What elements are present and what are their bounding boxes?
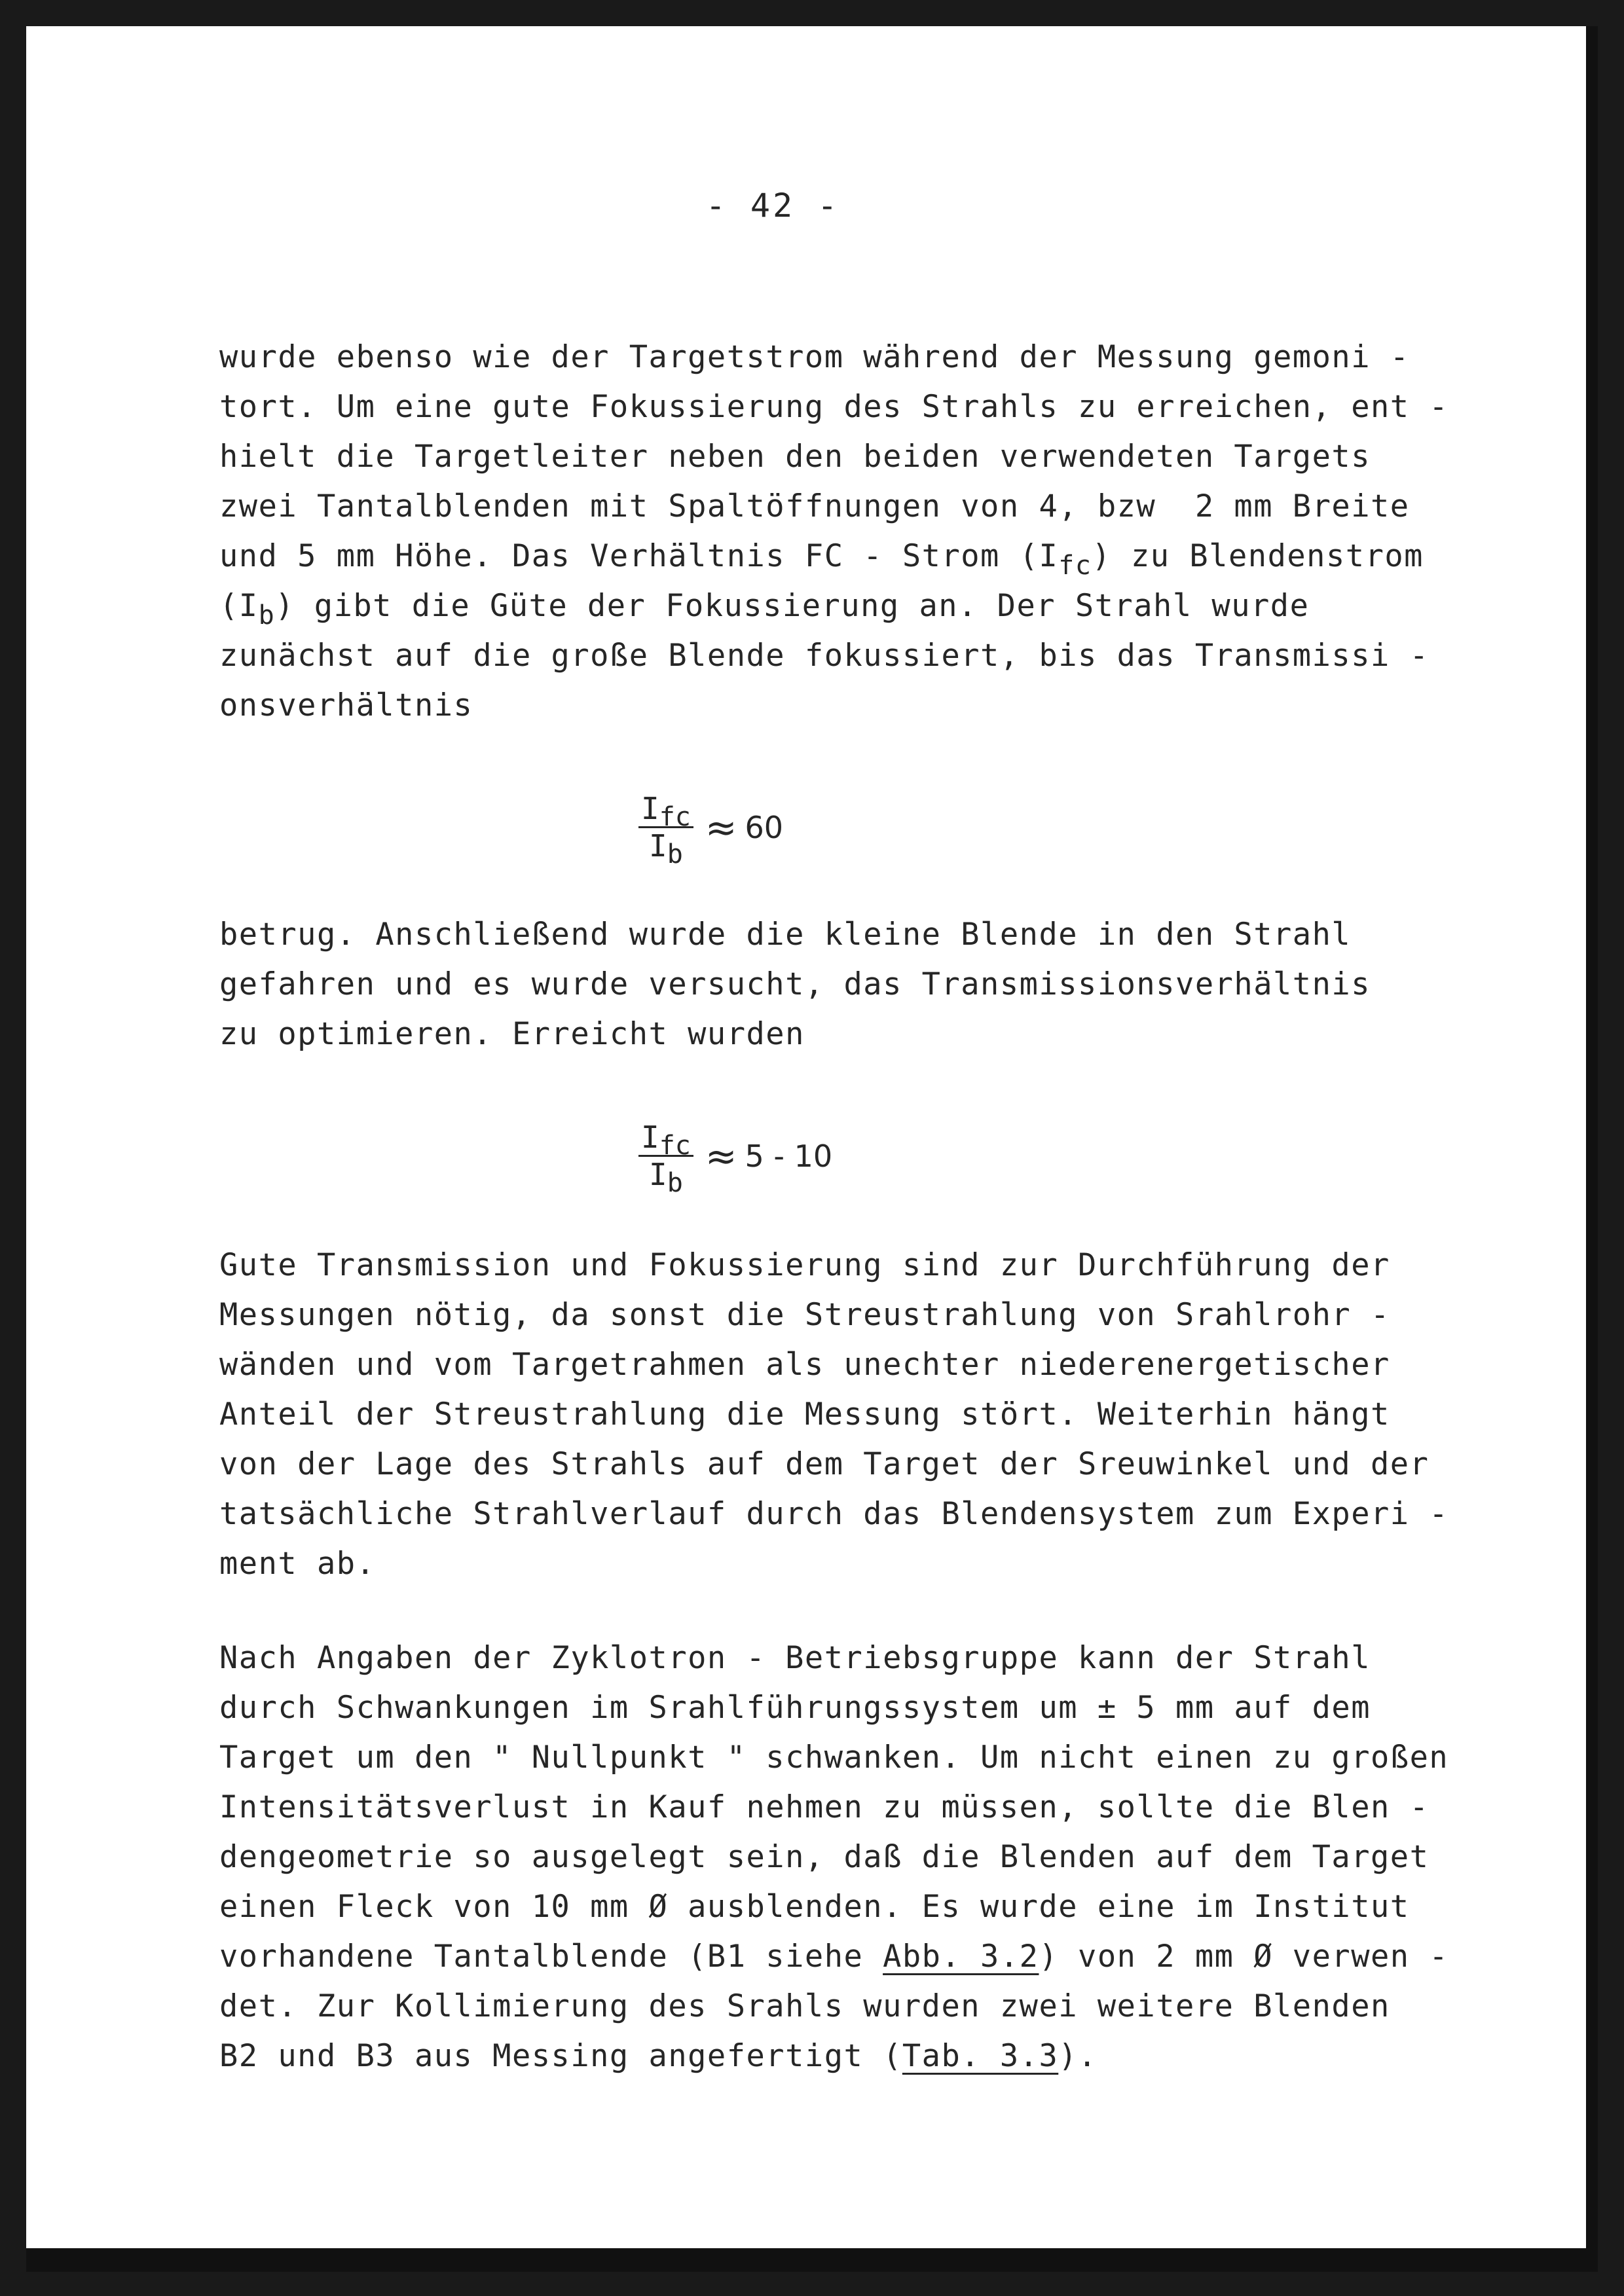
text-line: gefahren und es wurde versucht, das Transmissionsverhältnis <box>219 966 1371 1002</box>
document-page <box>26 26 1598 2272</box>
text-line: Nach Angaben der Zyklotron - Betriebsgruppe kann der Strahl <box>219 1640 1371 1676</box>
paragraph-2 <box>219 910 1516 1059</box>
equation-value: 60 <box>745 809 784 845</box>
text-line: vorhandene Tantalblende (B1 siehe Abb. 3.2) von 2 mm Ø verwen - <box>219 1939 1449 1975</box>
text-line: onsverhältnis <box>219 687 473 723</box>
text-line: zu optimieren. Erreicht wurden <box>219 1016 805 1052</box>
fraction-numerator: $I_{fc}$ <box>638 1120 693 1157</box>
text-line: Anteil der Streustrahlung die Messung stört. Weiterhin hängt <box>219 1396 1390 1432</box>
text-line: Intensitätsverlust in Kauf nehmen zu müssen, sollte die Blen - <box>219 1789 1430 1825</box>
text-line: Messungen nötig, da sonst die Streustrahlung von Srahlrohr - <box>219 1297 1390 1333</box>
text-line: wurde ebenso wie der Targetstrom während der Messung gemoni - <box>219 339 1410 375</box>
text-line: hielt die Targetleiter neben den beiden verwendeten Targets <box>219 439 1371 475</box>
text-line: det. Zur Kollimierung des Srahls wurden zwei weitere Blenden <box>219 1988 1390 2024</box>
equation-1 <box>638 791 784 869</box>
fraction-numerator: $I_{fc}$ <box>638 791 693 828</box>
text-line: einen Fleck von 10 mm Ø ausblenden. Es wurde eine im Institut <box>219 1889 1410 1925</box>
equation-2 <box>638 1120 833 1198</box>
fraction <box>638 791 693 869</box>
approx-symbol: ≈ <box>705 805 737 850</box>
text-line: zwei Tantalblenden mit Spaltöffnungen von 4, bzw 2 mm Breite <box>219 488 1410 524</box>
text-line: B2 und B3 aus Messing angefertigt (Tab. 3.3). <box>219 2038 1098 2074</box>
text-line: von der Lage des Strahls auf dem Target der Sreuwinkel und der <box>219 1446 1430 1482</box>
equation-value: 5 - 10 <box>745 1138 833 1174</box>
text-line: zunächst auf die große Blende fokussiert, bis das Transmissi - <box>219 638 1430 674</box>
text-line: betrug. Anschließend wurde die kleine Blende in den Strahl <box>219 917 1352 953</box>
text-line: tatsächliche Strahlverlauf durch das Blendensystem zum Experi - <box>219 1496 1449 1532</box>
fraction <box>638 1120 693 1198</box>
text-line: und 5 mm Höhe. Das Verhältnis FC - Strom $(I_{fc})$ zu Blendenstrom <box>219 538 1424 581</box>
approx-symbol: ≈ <box>705 1133 737 1178</box>
paragraph-4 <box>219 1633 1516 2081</box>
text-line: ment ab. <box>219 1546 376 1582</box>
paragraph-3 <box>219 1241 1516 1589</box>
text-line: Target um den " Nullpunkt " schwanken. Um nicht einen zu großen <box>219 1740 1449 1776</box>
text-line: dengeometrie so ausgelegt sein, daß die Blenden auf dem Target <box>219 1839 1430 1875</box>
figure-reference-link[interactable]: Tab. 3.3 <box>902 2038 1059 2074</box>
text-line: wänden und vom Targetrahmen als unechter niederenergetischer <box>219 1347 1390 1383</box>
fraction-denominator: $I_b$ <box>649 828 683 869</box>
page-number: - 42 - <box>705 187 840 225</box>
figure-reference-link[interactable]: Abb. 3.2 <box>883 1939 1039 1975</box>
text-line: tort. Um eine gute Fokussierung des Strahls zu erreichen, ent - <box>219 389 1449 425</box>
fraction-denominator: $I_b$ <box>649 1157 683 1198</box>
text-line: Gute Transmission und Fokussierung sind zur Durchführung der <box>219 1247 1390 1283</box>
text-line: $(I_b)$ gibt die Güte der Fokussierung an. Der Strahl wurde <box>219 588 1310 630</box>
paragraph-1 <box>219 333 1516 731</box>
text-line: durch Schwankungen im Srahlführungssystem um ± 5 mm auf dem <box>219 1690 1371 1726</box>
